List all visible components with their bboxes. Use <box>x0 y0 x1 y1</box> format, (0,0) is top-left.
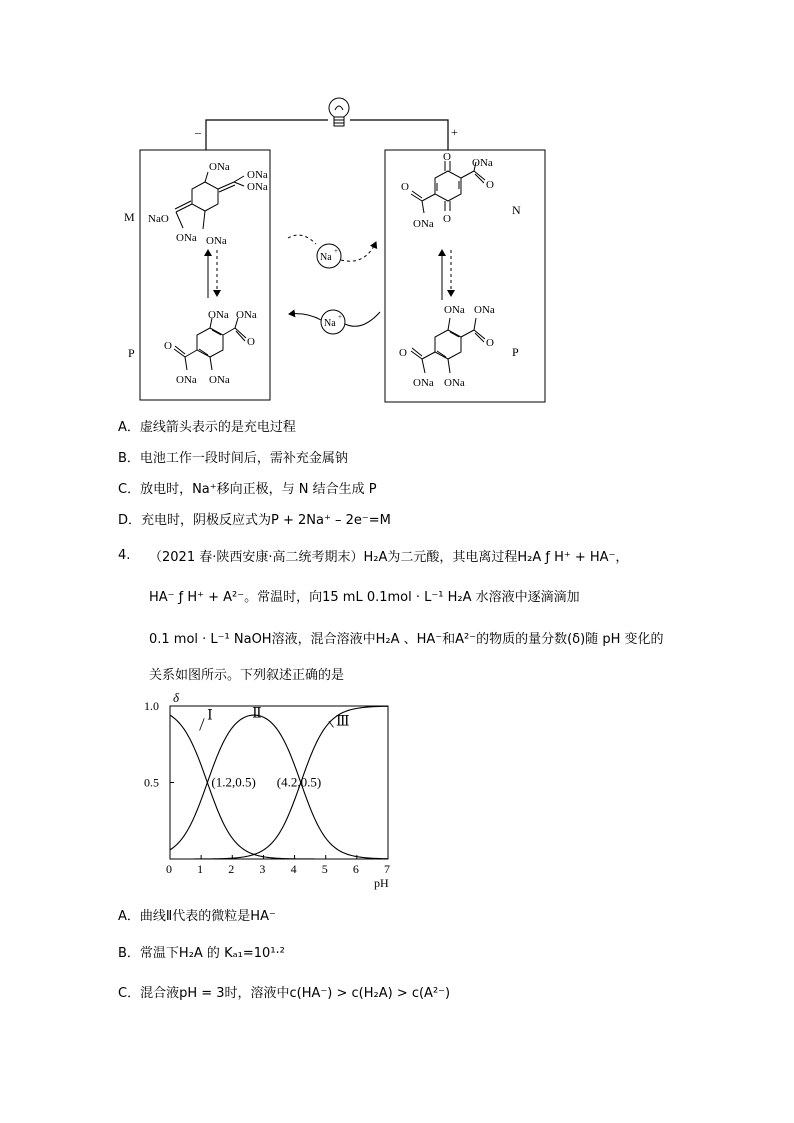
x-axis-label: pH <box>374 876 389 890</box>
q3-option-c[interactable]: C．放电时，Na⁺移向正极，与 N 结合生成 P <box>118 482 377 497</box>
svg-text:ONa: ONa <box>474 304 495 316</box>
svg-text:ONa: ONa <box>209 161 230 173</box>
q4-stem-line3: 0.1 mol · L⁻¹ NaOH溶液，混合溶液中H₂A 、HA⁻和A²⁻的物质的量分数(δ)随 pH 变化的 <box>149 632 664 647</box>
svg-text:ONa: ONa <box>236 309 257 321</box>
q4-option-c[interactable]: C．混合液pH = 3时，溶液中c(HA⁻) > c(H₂A) > c(A²⁻) <box>118 986 451 1001</box>
svg-text:ONa: ONa <box>176 232 197 244</box>
svg-text:ONa: ONa <box>247 181 268 193</box>
label-M: M <box>124 210 135 224</box>
curve-label-leader <box>200 718 205 730</box>
annotation-point: (1.2,0.5) <box>211 774 256 790</box>
x-tick-label: 0 <box>166 862 172 876</box>
x-tick-label: 5 <box>321 862 328 876</box>
q4-option-a[interactable]: A．曲线Ⅱ代表的微粒是HA⁻ <box>118 909 276 924</box>
q4-stem-line4: 关系如图所示。下列叙述正确的是 <box>149 668 345 683</box>
circuit-wire <box>206 120 448 150</box>
battery-diagram <box>0 0 794 410</box>
svg-text:+: + <box>338 313 342 321</box>
terminal-minus: – <box>195 125 201 139</box>
svg-text:ONa: ONa <box>209 374 230 386</box>
svg-text:+: + <box>334 247 338 255</box>
x-tick-label: 3 <box>259 862 266 876</box>
svg-text:Na: Na <box>320 252 332 263</box>
x-tick-label: 2 <box>228 862 235 876</box>
molecule-P-left <box>174 318 246 370</box>
molecule-P-right <box>411 318 485 373</box>
curve-label-3: Ⅲ <box>335 714 350 730</box>
y-tick-label: 1.0 <box>144 699 159 713</box>
y-tick-label: 0.5 <box>144 775 159 790</box>
q4-stem-line2: HA⁻ ƒ H⁺ + A²⁻。常温时，向15 mL 0.1mol · L⁻¹ H₂A 水溶液中逐滴滴加 <box>149 590 580 605</box>
q3-option-d[interactable]: D．充电时，阴极反应式为P + 2Na⁺ – 2e⁻=M <box>118 513 391 528</box>
label-P-left: P <box>128 346 135 360</box>
svg-text:ONa: ONa <box>206 235 227 247</box>
svg-text:O: O <box>247 336 255 348</box>
svg-text:NaO: NaO <box>148 213 169 225</box>
annotation-point: (4.2,0.5) <box>276 774 322 790</box>
x-tick-label: 6 <box>352 862 359 876</box>
curve-label-1: Ⅰ <box>207 708 213 724</box>
label-P-right: P <box>512 345 519 359</box>
positive-electrode-box <box>385 150 545 402</box>
x-tick-label: 4 <box>290 862 297 876</box>
bulb-icon <box>329 98 349 126</box>
q3-option-b[interactable]: B．电池工作一段时间后，需补充金属钠 <box>118 451 348 466</box>
svg-text:ONa: ONa <box>444 304 465 316</box>
svg-text:ONa: ONa <box>444 377 465 389</box>
curve-label-leader <box>329 721 334 727</box>
svg-text:ONa: ONa <box>247 169 268 181</box>
svg-text:O: O <box>443 151 451 163</box>
svg-text:ONa: ONa <box>472 157 493 169</box>
svg-text:ONa: ONa <box>413 377 434 389</box>
svg-text:ONa: ONa <box>208 309 229 321</box>
q4-number: 4. <box>118 548 131 563</box>
svg-text:O: O <box>401 181 409 193</box>
label-N: N <box>512 203 521 217</box>
svg-text:O: O <box>399 347 407 359</box>
curve-label-2: Ⅱ <box>252 706 262 722</box>
q3-option-a[interactable]: A．虚线箭头表示的是充电过程 <box>118 420 296 435</box>
x-tick-label: 7 <box>384 862 390 876</box>
svg-text:O: O <box>164 340 172 352</box>
q4-stem-line1: （2021 春·陕西安康·高二统考期末）H₂A为二元酸，其电离过程H₂A ƒ H⁺ + HA⁻， <box>149 550 629 565</box>
species-distribution-chart <box>130 688 420 893</box>
svg-text:Na: Na <box>324 318 336 329</box>
molecule-M <box>175 172 244 229</box>
svg-text:O: O <box>486 337 494 349</box>
q4-option-b[interactable]: B．常温下H₂A 的 Kₐ₁=10¹·² <box>118 946 285 961</box>
y-axis-label: δ <box>173 690 180 705</box>
na-ion-discharge-path <box>289 310 380 334</box>
svg-text:O: O <box>486 179 494 191</box>
svg-text:ONa: ONa <box>176 374 197 386</box>
x-tick-label: 1 <box>197 862 204 876</box>
svg-text:ONa: ONa <box>413 218 434 230</box>
svg-text:O: O <box>443 213 451 225</box>
terminal-plus: + <box>451 125 458 139</box>
na-ion-charge-path <box>288 235 376 268</box>
